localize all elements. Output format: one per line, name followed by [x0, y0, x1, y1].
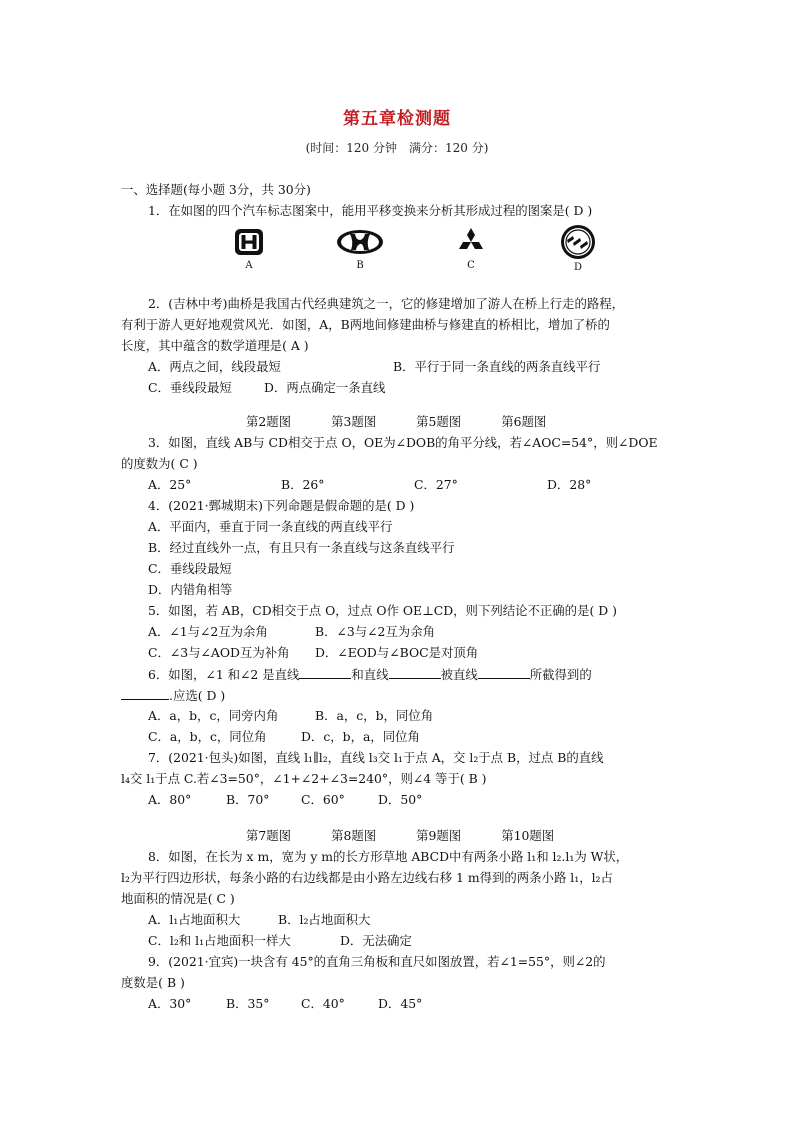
caption-fig3: 第3题图	[331, 414, 377, 429]
q5-option-b: B．∠3与∠2互为余角	[315, 624, 435, 639]
q5-option-c: C．∠3与∠AOD互为补角	[148, 645, 290, 660]
option-b-label: B	[356, 260, 364, 271]
mitsubishi-logo-icon	[454, 226, 488, 258]
q8-line1: 8．如图，在长为 x m，宽为 y m的长方形草地 ABCD中有两条小路 l₁和 l₂.l₁为 W状，	[148, 849, 629, 864]
q5-option-a: A．∠1与∠2互为余角	[148, 624, 268, 639]
caption-fig6: 第6题图	[501, 414, 547, 429]
q6-blank-4	[121, 685, 169, 700]
q2-line2: 有利于游人更好地观赏风光．如图，A，B两地间修建曲桥与修建直的桥相比，增加了桥的	[121, 317, 610, 332]
q5-line1: 5．如图，若 AB，CD相交于点 O，过点 O作 OE⊥CD，则下列结论不正确的是( D )	[148, 603, 617, 618]
option-d-label: D	[573, 262, 583, 273]
q3-line2: 的度数为( C )	[121, 456, 198, 471]
q6-line2	[121, 685, 225, 706]
q2-option-a: A．两点之间，线段最短	[148, 359, 281, 374]
q6-option-c: C．a，b，c，同位角	[148, 729, 267, 744]
q7-option-b: B．70°	[226, 792, 270, 807]
q5-option-d: D．∠EOD与∠BOC是对顶角	[315, 645, 479, 660]
q6-text-2: 和直线	[351, 667, 389, 682]
q6-blank-3	[478, 664, 530, 679]
q7-option-a: A．80°	[148, 792, 192, 807]
logo-option-d	[548, 224, 608, 273]
q8-line2: l₂为平行四边形状，每条小路的右边线都是由小路左边线右移 1 m得到的两条小路 l₁，l₂占	[121, 870, 613, 885]
q4-option-c: C．垂线段最短	[148, 561, 232, 576]
q4-option-d: D．内错角相等	[148, 582, 233, 597]
q7-option-d: D．50°	[378, 792, 423, 807]
q6-text-5: .应选( D )	[169, 688, 226, 703]
q6-option-b: B．a，c，b，同位角	[315, 708, 434, 723]
q6-option-d: D．c，b，a，同位角	[301, 729, 420, 744]
q9-option-c: C．40°	[301, 996, 345, 1011]
q9-line1: 9．(2021·宜宾)一块含有 45°的直角三角板和直尺如图放置，若∠1=55°，则∠2的	[148, 954, 606, 969]
q9-option-b: B．35°	[226, 996, 270, 1011]
q7-option-c: C．60°	[301, 792, 345, 807]
q6-blank-1	[299, 664, 351, 679]
section-heading: 一、选择题(每小题 3分，共 30分)	[121, 182, 311, 197]
q4-option-a: A．平面内，垂直于同一条直线的两直线平行	[148, 519, 393, 534]
q9-option-d: D．45°	[378, 996, 423, 1011]
option-c-label: C	[467, 260, 475, 271]
q8-option-a: A．l₁占地面积大	[148, 912, 241, 927]
q6-text-3: 被直线	[440, 667, 478, 682]
caption-fig10: 第10题图	[501, 828, 555, 843]
caption-fig2: 第2题图	[246, 414, 292, 429]
q2-line1: 2．(吉林中考)曲桥是我国古代经典建筑之一，它的修建增加了游人在桥上行走的路程，	[148, 296, 625, 311]
q6-blank-2	[389, 664, 441, 679]
q9-option-a: A．30°	[148, 996, 192, 1011]
q8-line3: 地面积的情况是( C )	[121, 891, 235, 906]
q3-option-c: C．27°	[414, 477, 458, 492]
q3-option-a: A．25°	[148, 477, 192, 492]
option-a-label: A	[245, 260, 253, 271]
buick-logo-icon	[558, 224, 598, 260]
q4-option-b: B．经过直线外一点，有且只有一条直线与这条直线平行	[148, 540, 455, 555]
honda-logo-icon	[233, 226, 265, 258]
q3-option-b: B．26°	[281, 477, 325, 492]
q7-line1: 7．(2021·包头)如图，直线 l₁∥l₂，直线 l₃交 l₁于点 A，交 l₂于点 B，过点 B的直线	[148, 750, 604, 765]
q2-line3: 长度，其中蕴含的数学道理是( A )	[121, 338, 309, 353]
page-title: 第五章检测题	[343, 109, 451, 129]
caption-fig7: 第7题图	[246, 828, 292, 843]
q6-text-4: 所截得到的	[529, 667, 592, 682]
q2-option-c: C．垂线段最短	[148, 380, 232, 395]
q2-option-d: D．两点确定一条直线	[264, 380, 386, 395]
caption-fig9: 第9题图	[416, 828, 462, 843]
figure-captions-row1	[246, 412, 586, 430]
q6-option-a: A．a，b，c，同旁内角	[148, 708, 279, 723]
exam-info: (时间：120 分钟 满分：120 分)	[305, 141, 489, 155]
q1-stem: 1．在如图的四个汽车标志图案中，能用平移变换来分析其形成过程的图案是( D )	[148, 203, 593, 218]
q3-option-d: D．28°	[547, 477, 592, 492]
logo-option-c	[441, 226, 501, 271]
q3-line1: 3．如图，直线 AB与 CD相交于点 O，OE为∠DOB的角平分线，若∠AOC=54°，则∠DOE	[148, 435, 658, 450]
q8-option-d: D．无法确定	[340, 933, 412, 948]
caption-fig5: 第5题图	[416, 414, 462, 429]
figure-captions-row2	[246, 826, 594, 844]
q6-line1	[148, 664, 592, 685]
q7-line2: l₄交 l₁于点 C.若∠3=50°，∠1+∠2+∠3=240°，则∠4 等于( B )	[121, 771, 487, 786]
hyundai-logo-icon	[335, 226, 385, 258]
q6-text-1: 6．如图，∠1 和∠2 是直线	[148, 667, 300, 682]
q2-option-b: B．平行于同一条直线的两条直线平行	[393, 359, 601, 374]
q8-option-c: C．l₂和 l₁占地面积一样大	[148, 933, 291, 948]
logo-option-a	[219, 226, 279, 271]
caption-fig8: 第8题图	[331, 828, 377, 843]
q8-option-b: B．l₂占地面积大	[278, 912, 371, 927]
q9-line2: 度数是( B )	[121, 975, 185, 990]
logo-option-b	[330, 226, 390, 271]
q4-line1: 4．(2021·鄄城期末)下列命题是假命题的是( D )	[148, 498, 415, 513]
